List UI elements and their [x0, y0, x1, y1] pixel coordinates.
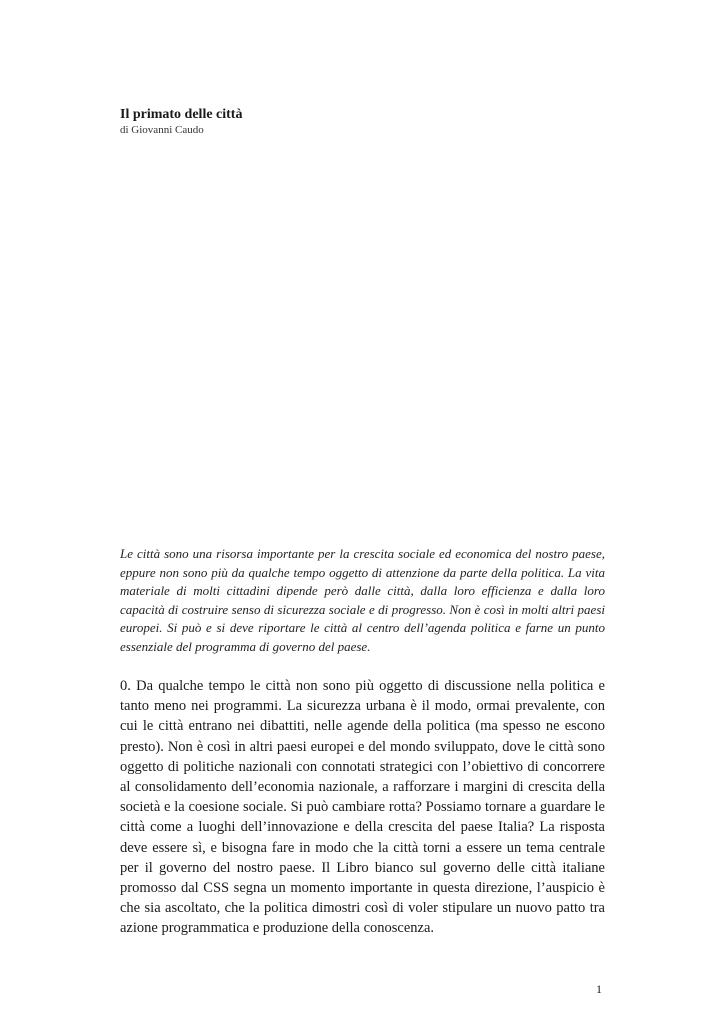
body-paragraph: 0. Da qualche tempo le città non sono più oggetto di discussione nella politica e tanto meno nei programmi. La sicurezza urbana è il modo, ormai prevalente, con cui le città entrano nei dibattiti, nelle agende della politica (ma spesso ne escono presto). Non è così in altri paesi europei e del mondo sviluppato, dove le città sono oggetto di politiche nazionali con connotati strategici con l’obiettivo di concorrere al consolidamento dell’economia nazionale, a rafforzare i margini di crescita della società e la coesione sociale. Si può cambiare rotta? Possiamo tornare a guardare le città come a luoghi dell’innovazione e della crescita del paese Italia? La risposta deve essere sì, e bisogna fare in modo che la città torni a essere un tema centrale per il governo del nostro paese. Il Libro bianco sul governo delle città italiane promosso dal CSS segna un momento importante in questa direzione, l’auspicio è che sia ascoltato, che la politica dimostri così di voler stipulare un nuovo patto tra azione programmatica e produzione della conoscenza.: [120, 678, 605, 937]
page-number: 1: [596, 982, 602, 996]
document-author: di Giovanni Caudo: [120, 124, 204, 136]
document-title: Il primato delle città: [120, 107, 243, 122]
abstract-paragraph: Le città sono una risorsa importante per la crescita sociale ed economica del nostro paese, eppure non sono più da qualche tempo oggetto di attenzione da parte della politica. La vita materiale di molti cittadini dipende però dalle città, dalla loro efficienza e dalla loro capacità di costruire senso di sicurezza sociale e di progresso. Non è così in molti altri paesi europei. Si può e si deve riportare le città al centro dell’agenda politica e farne un punto essenziale del programma di governo del paese.: [120, 546, 605, 654]
